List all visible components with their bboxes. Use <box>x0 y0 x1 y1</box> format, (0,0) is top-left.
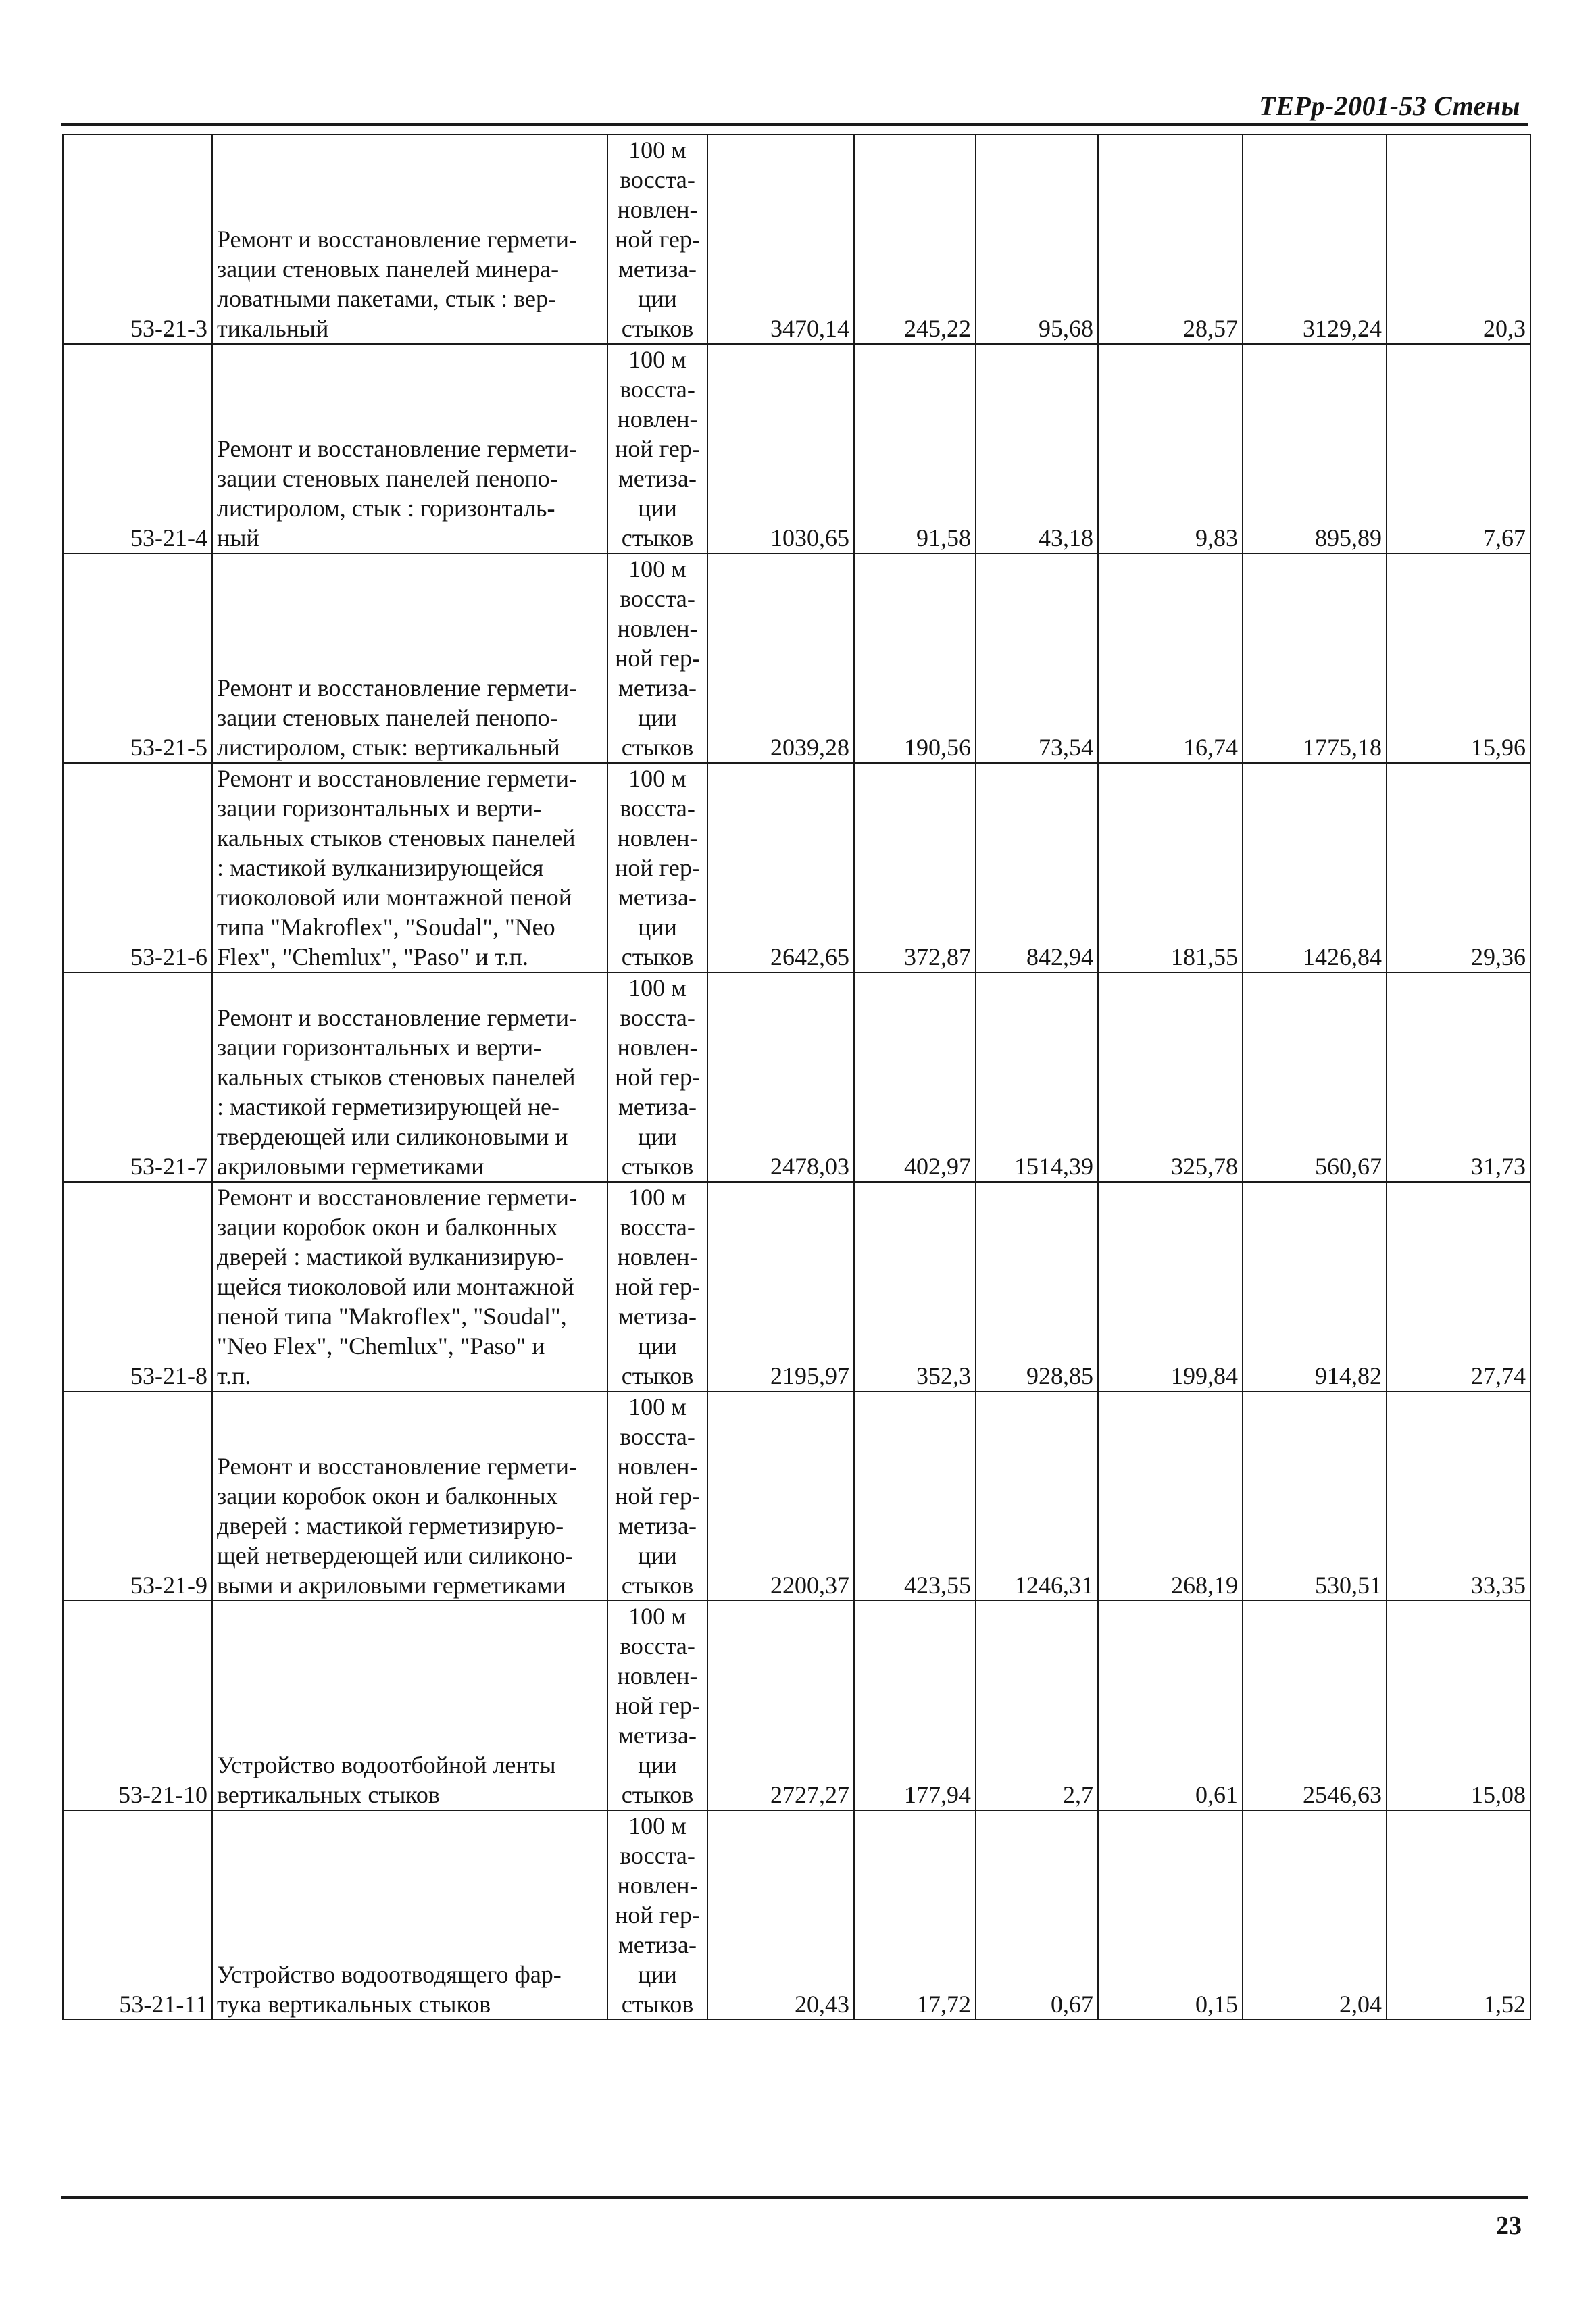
table-row <box>63 553 1530 763</box>
value-cell: 0,67 <box>976 1810 1098 2020</box>
work-description-cell: Устройство водоотводящего фар- тука вертикальных стыков <box>212 1810 607 2020</box>
measurement-unit-cell: 100 м восста- новлен- ной гер- метиза- ции стыков <box>607 1810 707 2020</box>
value-cell: 91,58 <box>854 344 976 553</box>
rate-code-cell: 53-21-11 <box>63 1810 212 2020</box>
work-description-cell: Ремонт и восстановление гермети- зации стеновых панелей пенопо- листиролом, стык : горизонталь- ный <box>212 344 607 553</box>
table-row <box>63 1391 1530 1601</box>
value-cell: 2727,27 <box>707 1601 854 1810</box>
value-cell: 177,94 <box>854 1601 976 1810</box>
value-cell: 2642,65 <box>707 763 854 972</box>
work-description-cell: Ремонт и восстановление гермети- зации горизонтальных и верти- кальных стыков стеновых панелей : мастикой вулканизирующейся тиоколовой или монтажной пеной типа "Makroflex", "Soudal", "Neo Flex", "Chemlux", "Paso" и т.п. <box>212 763 607 972</box>
rate-code-cell: 53-21-5 <box>63 553 212 763</box>
measurement-unit-cell: 100 м восста- новлен- ной гер- метиза- ции стыков <box>607 553 707 763</box>
work-description-cell: Ремонт и восстановление гермети- зации стеновых панелей пенопо- листиролом, стык: вертикальный <box>212 553 607 763</box>
value-cell: 2039,28 <box>707 553 854 763</box>
value-cell: 1,52 <box>1387 1810 1530 2020</box>
rate-code-cell: 53-21-4 <box>63 344 212 553</box>
measurement-unit-cell: 100 м восста- новлен- ной гер- метиза- ции стыков <box>607 344 707 553</box>
value-cell: 27,74 <box>1387 1182 1530 1391</box>
table-row <box>63 972 1530 1182</box>
rate-code-cell: 53-21-8 <box>63 1182 212 1391</box>
value-cell: 0,61 <box>1098 1601 1243 1810</box>
rates-table <box>62 134 1531 2020</box>
value-cell: 268,19 <box>1098 1391 1243 1601</box>
table-row <box>63 1182 1530 1391</box>
measurement-unit-cell: 100 м восста- новлен- ной гер- метиза- ции стыков <box>607 1391 707 1601</box>
value-cell: 29,36 <box>1387 763 1530 972</box>
work-description-cell: Устройство водоотбойной ленты вертикальных стыков <box>212 1601 607 1810</box>
measurement-unit-cell: 100 м восста- новлен- ной гер- метиза- ции стыков <box>607 134 707 344</box>
value-cell: 372,87 <box>854 763 976 972</box>
value-cell: 181,55 <box>1098 763 1243 972</box>
value-cell: 1246,31 <box>976 1391 1098 1601</box>
value-cell: 43,18 <box>976 344 1098 553</box>
footer-divider <box>61 2196 1528 2199</box>
value-cell: 895,89 <box>1243 344 1387 553</box>
work-description-cell: Ремонт и восстановление гермети- зации горизонтальных и верти- кальных стыков стеновых панелей : мастикой герметизирующей не- твердеющей или силиконовыми и акриловыми герметиками <box>212 972 607 1182</box>
value-cell: 2,7 <box>976 1601 1098 1810</box>
value-cell: 2200,37 <box>707 1391 854 1601</box>
value-cell: 325,78 <box>1098 972 1243 1182</box>
value-cell: 914,82 <box>1243 1182 1387 1391</box>
value-cell: 402,97 <box>854 972 976 1182</box>
table-row <box>63 763 1530 972</box>
value-cell: 928,85 <box>976 1182 1098 1391</box>
value-cell: 17,72 <box>854 1810 976 2020</box>
rates-table-body <box>63 134 1530 2020</box>
value-cell: 2195,97 <box>707 1182 854 1391</box>
value-cell: 33,35 <box>1387 1391 1530 1601</box>
value-cell: 0,15 <box>1098 1810 1243 2020</box>
value-cell: 530,51 <box>1243 1391 1387 1601</box>
value-cell: 15,08 <box>1387 1601 1530 1810</box>
value-cell: 1775,18 <box>1243 553 1387 763</box>
measurement-unit-cell: 100 м восста- новлен- ной гер- метиза- ции стыков <box>607 763 707 972</box>
value-cell: 352,3 <box>854 1182 976 1391</box>
value-cell: 7,67 <box>1387 344 1530 553</box>
value-cell: 3129,24 <box>1243 134 1387 344</box>
table-row <box>63 1810 1530 2020</box>
value-cell: 190,56 <box>854 553 976 763</box>
rate-code-cell: 53-21-3 <box>63 134 212 344</box>
table-row <box>63 134 1530 344</box>
rate-code-cell: 53-21-7 <box>63 972 212 1182</box>
value-cell: 842,94 <box>976 763 1098 972</box>
value-cell: 9,83 <box>1098 344 1243 553</box>
rate-code-cell: 53-21-10 <box>63 1601 212 1810</box>
value-cell: 73,54 <box>976 553 1098 763</box>
measurement-unit-cell: 100 м восста- новлен- ной гер- метиза- ции стыков <box>607 972 707 1182</box>
rate-code-cell: 53-21-6 <box>63 763 212 972</box>
measurement-unit-cell: 100 м восста- новлен- ной гер- метиза- ции стыков <box>607 1182 707 1391</box>
value-cell: 199,84 <box>1098 1182 1243 1391</box>
work-description-cell: Ремонт и восстановление гермети- зации коробок окон и балконных дверей : мастикой вулканизирую- щейся тиоколовой или монтажной пеной типа "Makroflex", "Soudal", "Neo Flex", "Chemlux", "Paso" и т.п. <box>212 1182 607 1391</box>
measurement-unit-cell: 100 м восста- новлен- ной гер- метиза- ции стыков <box>607 1601 707 1810</box>
value-cell: 1514,39 <box>976 972 1098 1182</box>
value-cell: 245,22 <box>854 134 976 344</box>
value-cell: 2478,03 <box>707 972 854 1182</box>
work-description-cell: Ремонт и восстановление гермети- зации коробок окон и балконных дверей : мастикой герметизирую- щей нетвердеющей или силиконо- выми и акриловыми герметиками <box>212 1391 607 1601</box>
value-cell: 31,73 <box>1387 972 1530 1182</box>
table-row <box>63 1601 1530 1810</box>
page-number: 23 <box>1496 2212 1522 2240</box>
value-cell: 2546,63 <box>1243 1601 1387 1810</box>
value-cell: 3470,14 <box>707 134 854 344</box>
value-cell: 2,04 <box>1243 1810 1387 2020</box>
value-cell: 16,74 <box>1098 553 1243 763</box>
value-cell: 20,3 <box>1387 134 1530 344</box>
value-cell: 1030,65 <box>707 344 854 553</box>
rate-code-cell: 53-21-9 <box>63 1391 212 1601</box>
header-divider <box>61 123 1528 126</box>
value-cell: 1426,84 <box>1243 763 1387 972</box>
value-cell: 15,96 <box>1387 553 1530 763</box>
value-cell: 28,57 <box>1098 134 1243 344</box>
work-description-cell: Ремонт и восстановление гермети- зации стеновых панелей минера- ловатными пакетами, стык : вер- тикальный <box>212 134 607 344</box>
value-cell: 423,55 <box>854 1391 976 1601</box>
document-header-title: ТЕРр-2001-53 Стены <box>1259 91 1520 121</box>
value-cell: 95,68 <box>976 134 1098 344</box>
table-row <box>63 344 1530 553</box>
value-cell: 560,67 <box>1243 972 1387 1182</box>
value-cell: 20,43 <box>707 1810 854 2020</box>
